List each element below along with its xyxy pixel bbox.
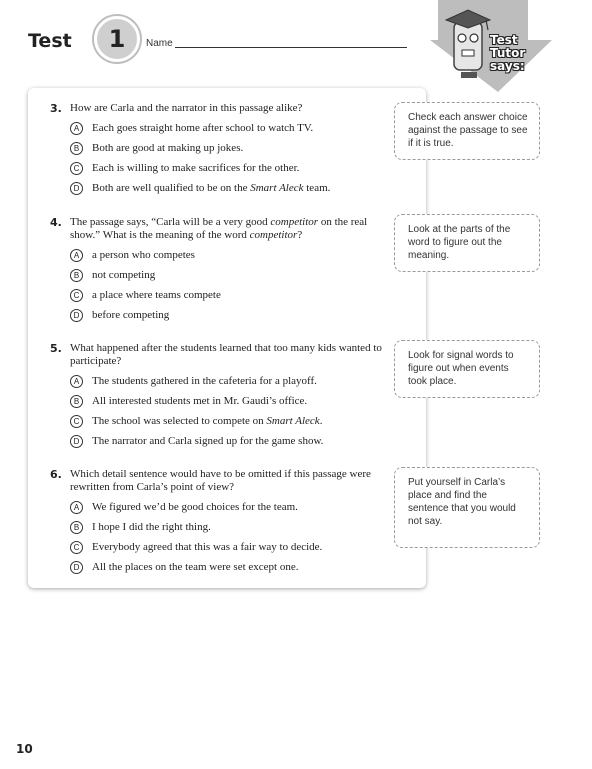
show-title: Smart Aleck	[250, 182, 304, 194]
tutor-tip-5: Look for signal words to figure out when events took place.	[394, 340, 540, 398]
question-number: 6.	[50, 468, 62, 481]
answer-choice[interactable]	[70, 561, 390, 574]
choice-text: a person who competes	[92, 249, 195, 261]
choice-text-part: .	[319, 415, 323, 427]
answer-choice[interactable]	[70, 521, 390, 534]
answer-bubble-a[interactable]: A	[70, 375, 83, 388]
question-3	[50, 102, 390, 195]
tutor-line-2: Tutor	[490, 46, 526, 60]
answer-bubble-c[interactable]: C	[70, 415, 83, 428]
show-title: Smart Aleck	[266, 415, 320, 427]
stem-part: ?	[297, 229, 303, 241]
question-number: 4.	[50, 216, 62, 229]
question-number: 3.	[50, 102, 62, 115]
name-field-line[interactable]	[175, 47, 407, 48]
answer-choice[interactable]	[70, 182, 390, 195]
page-number: 10	[16, 742, 33, 756]
question-stem: What happened after the students learned that too many kids wanted to participate?	[70, 342, 382, 367]
choice-text-part: team.	[303, 182, 331, 194]
answer-bubble-d[interactable]: D	[70, 182, 83, 195]
answer-bubble-b[interactable]: B	[70, 395, 83, 408]
answer-choice[interactable]	[70, 375, 390, 388]
vocab-word: competitor	[249, 229, 298, 241]
question-number: 5.	[50, 342, 62, 355]
question-stem: Which detail sentence would have to be omitted if this passage were rewritten from Carla’s point of view?	[70, 468, 371, 493]
answer-bubble-a[interactable]: A	[70, 249, 83, 262]
answer-choice[interactable]	[70, 162, 390, 175]
answer-choice[interactable]	[70, 249, 390, 262]
choice-text: a place where teams compete	[92, 289, 221, 301]
answer-choice[interactable]	[70, 122, 390, 135]
question-5	[50, 342, 390, 448]
answer-choice[interactable]	[70, 501, 390, 514]
choice-text	[92, 182, 330, 195]
question-6	[50, 468, 390, 574]
answer-bubble-a[interactable]: A	[70, 501, 83, 514]
answer-bubble-d[interactable]: D	[70, 309, 83, 322]
vocab-word: competitor	[270, 216, 319, 228]
stem-part: The passage says, “Carla will be a very good	[70, 216, 271, 228]
choice-text-part: The school was selected to compete on	[92, 415, 267, 427]
tutor-tip-4: Look at the parts of the word to figure out the meaning.	[394, 214, 540, 272]
choice-text: Each goes straight home after school to watch TV.	[92, 122, 314, 134]
answer-bubble-a[interactable]: A	[70, 122, 83, 135]
choice-text: We figured we’d be good choices for the team.	[92, 501, 298, 513]
tutor-tip-3: Check each answer choice against the passage to see if it is true.	[394, 102, 540, 160]
answer-bubble-d[interactable]: D	[70, 561, 83, 574]
choice-text: Each is willing to make sacrifices for the other.	[92, 162, 300, 174]
choice-text: All interested students met in Mr. Gaudi’s office.	[92, 395, 308, 407]
answer-choice[interactable]	[70, 541, 390, 554]
answer-choice[interactable]	[70, 309, 390, 322]
choice-text: Everybody agreed that this was a fair way to decide.	[92, 541, 323, 553]
answer-bubble-b[interactable]: B	[70, 521, 83, 534]
test-number-badge: 1	[94, 16, 140, 62]
answer-bubble-c[interactable]: C	[70, 541, 83, 554]
name-label: Name	[146, 38, 173, 49]
tutor-line-1: Test	[490, 33, 518, 47]
choice-text: Both are good at making up jokes.	[92, 142, 244, 154]
question-stem	[70, 216, 390, 242]
choice-text: not competing	[92, 269, 156, 281]
choice-text	[92, 415, 322, 428]
choice-text-part: Both are well qualified to be on the	[92, 182, 251, 194]
question-stem: How are Carla and the narrator in this passage alike?	[70, 102, 303, 114]
answer-choice[interactable]	[70, 142, 390, 155]
choice-text: All the places on the team were set except one.	[92, 561, 299, 573]
answer-choice[interactable]	[70, 415, 390, 428]
answer-choice[interactable]	[70, 289, 390, 302]
choice-text: I hope I did the right thing.	[92, 521, 211, 533]
answer-bubble-b[interactable]: B	[70, 269, 83, 282]
test-label: Test	[28, 30, 72, 52]
tutor-line-3: says:	[490, 59, 525, 73]
stem-part: on the real show.” What is the meaning of the word	[70, 216, 368, 241]
answer-choice[interactable]	[70, 269, 390, 282]
question-4	[50, 216, 390, 322]
choice-text: before competing	[92, 309, 170, 321]
answer-bubble-b[interactable]: B	[70, 142, 83, 155]
answer-bubble-c[interactable]: C	[70, 162, 83, 175]
choice-text: The narrator and Carla signed up for the game show.	[92, 435, 324, 447]
answer-bubble-c[interactable]: C	[70, 289, 83, 302]
answer-bubble-d[interactable]: D	[70, 435, 83, 448]
tutor-tip-6: Put yourself in Carla’s place and find the sentence that you would not say.	[394, 467, 540, 548]
answer-choice[interactable]	[70, 395, 390, 408]
test-tutor-label	[490, 34, 538, 73]
answer-choice[interactable]	[70, 435, 390, 448]
choice-text: The students gathered in the cafeteria for a playoff.	[92, 375, 317, 387]
